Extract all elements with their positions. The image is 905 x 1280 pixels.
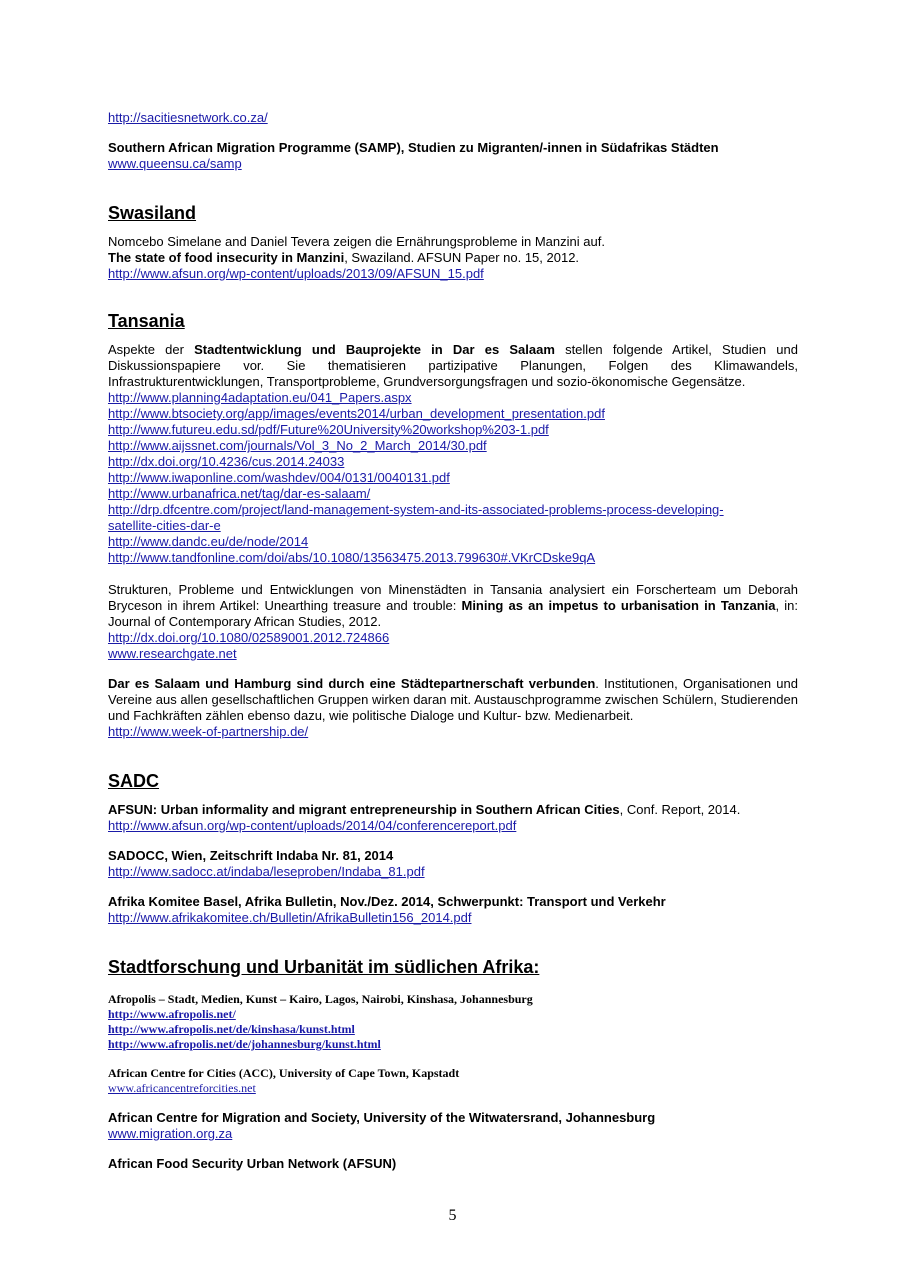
link-tansania[interactable]: http://www.futureu.edu.sd/pdf/Future%20University%20workshop%203-1.pdf [108,422,549,437]
link-indaba[interactable]: http://www.sadocc.at/indaba/leseproben/Indaba_81.pdf [108,864,425,879]
link-tansania[interactable]: http://drp.dfcentre.com/project/land-management-system-and-its-associated-problems-process-developing- [108,502,724,517]
link-conference-report[interactable]: http://www.afsun.org/wp-content/uploads/2014/04/conferencereport.pdf [108,818,517,833]
document-page [108,110,798,1172]
sadc-entry-3: Afrika Komitee Basel, Afrika Bulletin, Nov./Dez. 2014, Schwerpunkt: Transport und Verkehr [108,894,666,909]
text-bold: Stadtentwicklung und Bauprojekte in Dar es Salaam [194,342,555,357]
link-afropolis[interactable]: http://www.afropolis.net/ [108,1007,236,1021]
heading-tansania: Tansania [108,311,185,331]
link-tansania[interactable]: http://www.aijssnet.com/journals/Vol_3_No_2_March_2014/30.pdf [108,438,487,453]
link-tansania[interactable]: http://www.urbanafrica.net/tag/dar-es-salaam/ [108,486,371,501]
link-tansania[interactable]: http://www.iwaponline.com/washdev/004/0131/0040131.pdf [108,470,450,485]
acms-title: African Centre for Migration and Society, University of the Witwatersrand, Johannesburg [108,1110,656,1125]
swasiland-intro: Nomcebo Simelane and Daniel Tevera zeigen die Ernährungsprobleme in Manzini auf. [108,234,605,249]
tansania-paragraph-2 [108,582,798,630]
link-migration[interactable]: www.migration.org.za [108,1126,233,1141]
tansania-paragraph-3 [108,676,798,724]
link-acc[interactable]: www.africancentreforcities.net [108,1081,256,1095]
sadc-entry-2: SADOCC, Wien, Zeitschrift Indaba Nr. 81, 2014 [108,848,394,863]
link-tansania[interactable]: http://www.tandfonline.com/doi/abs/10.1080/13563475.2013.799630#.VKrCDske9qA [108,550,596,565]
link-tansania[interactable]: http://www.dandc.eu/de/node/2014 [108,534,309,549]
link-week-of-partnership[interactable]: http://www.week-of-partnership.de/ [108,724,309,739]
link-tansania[interactable]: http://www.planning4adaptation.eu/041_Papers.aspx [108,390,412,405]
samp-title: Southern African Migration Programme (SAMP), Studien zu Migranten/-innen in Südafrikas Städten [108,140,719,155]
swasiland-title: The state of food insecurity in Manzini [108,250,345,265]
link-afropolis-johannesburg[interactable]: http://www.afropolis.net/de/johannesburg/kunst.html [108,1037,381,1051]
text-fragment: , in: Journal of Contemporary African Studies, 2012. [108,598,798,629]
tansania-paragraph-1 [108,342,798,390]
text-bold: Dar es Salaam und Hamburg sind durch eine Städtepartnerschaft verbunden [108,676,596,691]
heading-stadtforschung: Stadtforschung und Urbanität im südlichen Afrika: [108,957,540,977]
heading-sadc: SADC [108,771,160,791]
sadc-entry-1 [108,802,798,818]
text-fragment: Aspekte der [108,342,195,357]
text-bold: AFSUN: Urban informality and migrant entrepreneurship in Southern African Cities [108,802,620,817]
link-doi[interactable]: http://dx.doi.org/10.1080/02589001.2012.724866 [108,630,390,645]
link-afrika-bulletin[interactable]: http://www.afrikakomitee.ch/Bulletin/AfrikaBulletin156_2014.pdf [108,910,472,925]
link-tansania[interactable]: satellite-cities-dar-e [108,518,221,533]
afropolis-title: Afropolis – Stadt, Medien, Kunst – Kairo, Lagos, Nairobi, Kinshasa, Johannesburg [108,992,533,1006]
heading-swasiland: Swasiland [108,203,197,223]
link-samp[interactable]: www.queensu.ca/samp [108,156,242,171]
text-fragment: stellen folgende Artikel, Studien und Diskussionspapiere vor. Sie thematisieren partizipative Planungen, Folgen des Klimawandels, Infrastrukturentwicklungen, Transportprobleme, Grundversorgungsfragen und sozio-ökonomische Gegensätze. [108,342,798,389]
text-bold: Mining as an impetus to urbanisation in Tanzania [461,598,776,613]
text-fragment: , Conf. Report, 2014. [619,802,741,817]
text-fragment: Strukturen, Probleme und Entwicklungen von Minenstädten in Tansania analysiert ein Forscherteam um Deborah Bryceson in ihrem Artikel: Unearthing treasure and trouble: [108,582,798,613]
swasiland-title-rest: , Swaziland. AFSUN Paper no. 15, 2012. [344,250,580,265]
link-afsun-15[interactable]: http://www.afsun.org/wp-content/uploads/2013/09/AFSUN_15.pdf [108,266,484,281]
link-researchgate[interactable]: www.researchgate.net [108,646,237,661]
swasiland-citation [108,250,798,266]
acc-title: African Centre for Cities (ACC), University of Cape Town, Kapstadt [108,1066,460,1080]
link-sacities[interactable]: http://sacitiesnetwork.co.za/ [108,110,268,125]
afsun-title: African Food Security Urban Network (AFSUN) [108,1156,397,1171]
link-tansania[interactable]: http://dx.doi.org/10.4236/cus.2014.24033 [108,454,345,469]
page-number: 5 [448,1207,457,1224]
link-tansania[interactable]: http://www.btsociety.org/app/images/events2014/urban_development_presentation.pdf [108,406,605,421]
text-fragment: . Institutionen, Organisationen und Vereine aus allen gesellschaftlichen Gruppen wirken daran mit. Austauschprogramme zwischen Schülern, Studierenden und Fachkräften zählen ebenso dazu, wie politische Dialoge und Kultur- bzw. Medienarbeit. [108,676,798,723]
link-afropolis-kinshasa[interactable]: http://www.afropolis.net/de/kinshasa/kunst.html [108,1022,355,1036]
